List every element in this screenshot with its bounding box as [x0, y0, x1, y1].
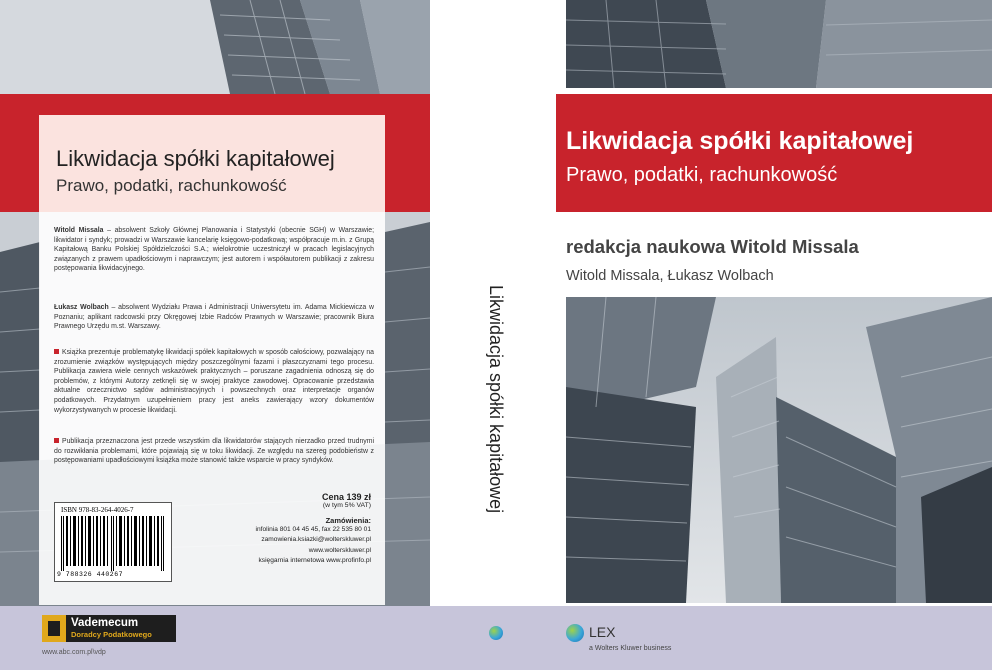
- description-1: Książka prezentuje problematykę likwidacji spółek kapitałowych w sposób całościowy, pozwalający na zrozumienie związków występujących między poszczególnymi fazami i płaszczyznami tego procesu. Publikacja zawiera wiele cennych wskazówek praktycznych – poruszane zagadnienia odnoszą się do problemów, z którymi Autorzy zetknęli się w swojej praktyce zawodowej. Opracowanie przedstawia aktualne orzecznictwo sądów administracyjnych i powszechnych oraz interpretacje organów podatkowych. Przydatnym uzupełnieniem pracy jest aneks zawierający wzory dokumentów wykorzystywanych w procesie likwidacji.: [54, 349, 374, 414]
- author2-bio-paragraph: [54, 303, 374, 332]
- isbn-label: ISBN 978-83-264-4026-7: [61, 506, 134, 514]
- orders-email: zamowienia.ksiazki@wolterskluwer.pl: [261, 536, 371, 544]
- bullet-square-icon: [54, 349, 59, 354]
- back-cover-photo-top: [0, 0, 430, 94]
- front-subtitle: Prawo, podatki, rachunkowość: [566, 164, 838, 186]
- lex-logo-text: LEX: [589, 624, 616, 640]
- author1-name: Witold Missala: [54, 227, 104, 234]
- publisher-tagline: a Wolters Kluwer business: [589, 645, 672, 652]
- author1-bio-paragraph: [54, 226, 374, 274]
- vademecum-logo: [42, 615, 176, 642]
- front-cover-photo-top: [566, 0, 992, 88]
- spine-title: Likwidacja spółki kapitałowej: [486, 285, 506, 514]
- barcode-box: [54, 502, 172, 582]
- back-title-panel: [39, 115, 385, 212]
- series-subname: Doradcy Podatkowego: [71, 630, 152, 639]
- wolters-kluwer-globe-icon: [566, 624, 584, 642]
- skyscraper-image: [0, 0, 430, 94]
- orders-label: Zamówienia:: [325, 516, 371, 525]
- authors-line: Witold Missala, Łukasz Wolbach: [566, 268, 774, 284]
- description-2: Publikacja przeznaczona jest przede wszystkim dla likwidatorów stających nierzadko przed trudnymi do rozwikłania problemami, które pojawiają się w toku likwidacji. Ze względu na szereg podobieństw z postępowaniami upadłościowymi książka może stanowić także wsparcie w pracy syndyków.: [54, 438, 374, 465]
- bullet-square-icon: [54, 438, 59, 443]
- ean-number: 9 788326 440267: [57, 571, 124, 578]
- skyscraper-image: [566, 0, 992, 88]
- price: Cena 139 zł: [321, 492, 371, 502]
- front-title: Likwidacja spółki kapitałowej: [566, 127, 914, 155]
- author2-bio: – absolwent Wydziału Prawa i Administracji Uniwersytetu im. Adama Mickiewicza w Poznaniu; aplikant radcowski przy Okręgowej Izbie Radców Prawnych w Warszawie; pracownik Biura Prawnego Urzędu m.st. Warszawy.: [54, 304, 374, 331]
- wolters-kluwer-globe-icon: [489, 626, 503, 640]
- author2-name: Łukasz Wolbach: [54, 304, 109, 311]
- vat-note: (w tym 5% VAT): [322, 502, 371, 509]
- orders-website: www.wolterskluwer.pl: [308, 546, 371, 554]
- orders-phone: infolinia 801 04 45 45, fax 22 535 80 01: [255, 526, 371, 533]
- front-cover-photo-main: [566, 297, 992, 603]
- series-name: Vademecum: [71, 617, 139, 629]
- back-cover-text-box: [39, 115, 385, 605]
- back-subtitle: Prawo, podatki, rachunkowość: [56, 176, 287, 195]
- vademecum-logo-icon: [42, 615, 66, 642]
- author1-bio: – absolwent Szkoły Głównej Planowania i Statystyki (obecnie SGH) w Warszawie; likwidator i syndyk; prowadzi w Warszawie kancelarię księgowo-podatkową; współpracuje m.in. z Grupą Kapitałową Banku Polskiej Spółdzielczości S.A.; wielokrotnie uczestniczył w pracach legislacyjnych związanych z prawem upadłościowym i naprawczym; jest autorem i współautorem publikacji z zakresu postępowania likwidacyjnego.: [54, 227, 374, 273]
- description-paragraph-1: [54, 348, 374, 415]
- barcode-icon: [61, 516, 165, 571]
- back-title: Likwidacja spółki kapitałowej: [56, 146, 335, 171]
- price-and-orders: [256, 492, 371, 567]
- orders-bookstore: księgarnia internetowa www.profinfo.pl: [258, 557, 371, 565]
- skyscraper-image: [566, 297, 992, 603]
- description-paragraph-2: [54, 437, 374, 466]
- editor-line: redakcja naukowa Witold Missala: [566, 236, 859, 257]
- series-url: www.abc.com.pl\vdp: [42, 649, 106, 656]
